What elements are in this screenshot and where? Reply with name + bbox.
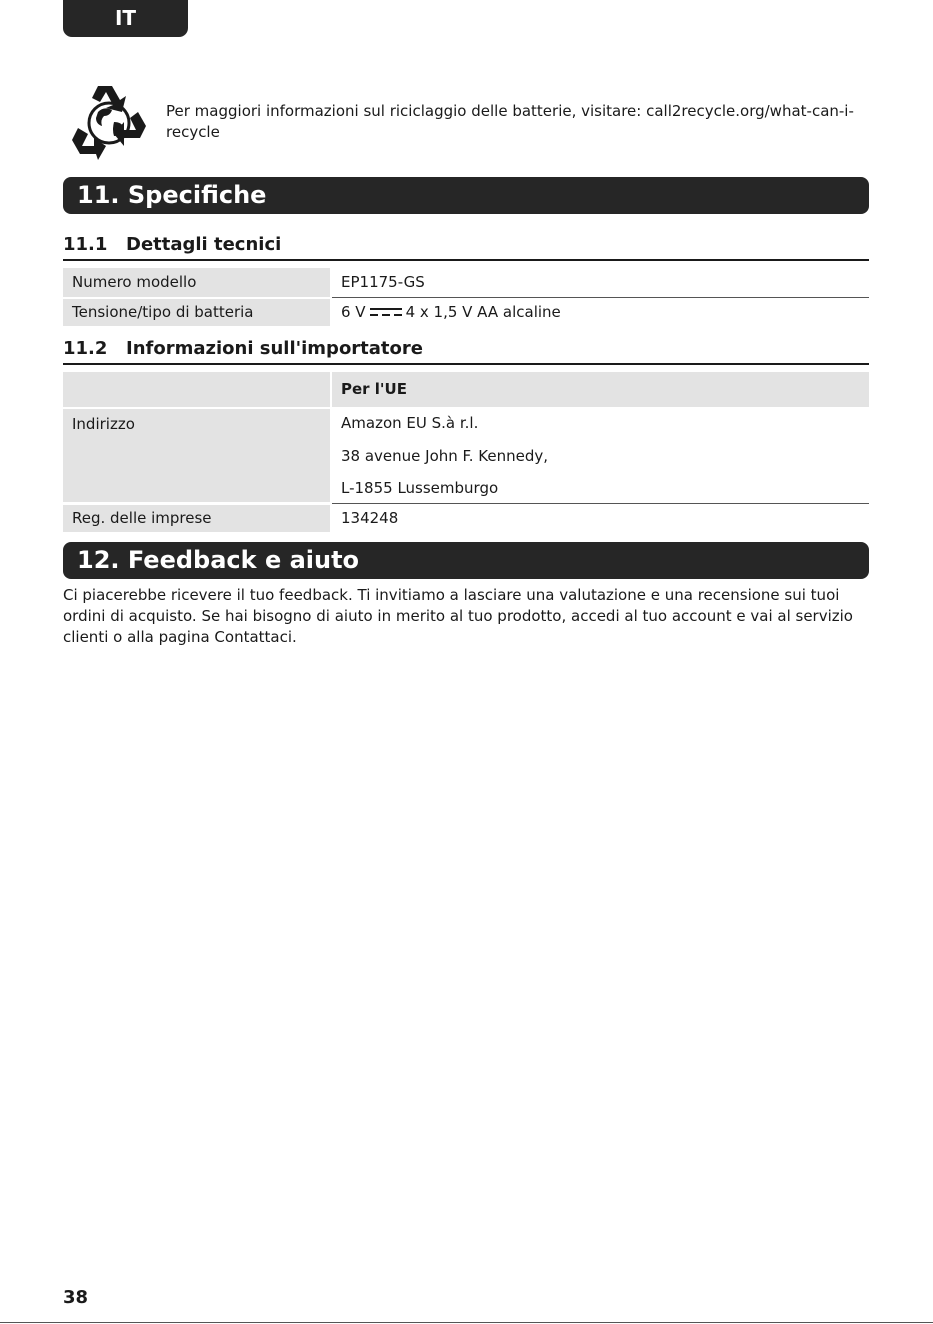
subsection-title: Informazioni sull'importatore [126, 338, 423, 359]
page-number: 38 [63, 1287, 89, 1308]
recycle-note: Per maggiori informazioni sul riciclaggio delle batterie, visitare: call2recycle.org/what-can-i-recycle [166, 102, 854, 141]
language-tab: IT [63, 0, 188, 37]
importer-header-empty [63, 372, 330, 407]
section-11-title: 11. Specifiche [63, 177, 869, 214]
section-12-title: 12. Feedback e aiuto [63, 542, 869, 579]
importer-address-line-1: Amazon EU S.à r.l. [341, 414, 479, 432]
tech-row-value-model: EP1175-GS [341, 273, 425, 291]
tech-row-label-voltage: Tensione/tipo di batteria [63, 299, 330, 326]
importer-address-label: Indirizzo [63, 409, 330, 502]
importer-reg-value: 134248 [341, 509, 399, 527]
importer-header-eu: Per l'UE [332, 372, 869, 407]
subsection-number: 11.2 [63, 338, 108, 359]
voltage-suffix: 4 x 1,5 V AA alcaline [405, 303, 561, 321]
tech-row-label-model: Numero modello [63, 268, 330, 297]
table-rule [332, 503, 869, 504]
page-bottom-rule [0, 1322, 933, 1323]
subsection-number: 11.1 [63, 234, 108, 255]
tech-row-value-voltage [332, 299, 869, 326]
importer-address-line-3: L-1855 Lussemburgo [341, 479, 499, 497]
recycle-globe-icon [68, 82, 150, 162]
voltage-prefix: 6 V [341, 303, 366, 321]
importer-address-line-2: 38 avenue John F. Kennedy, [341, 447, 549, 465]
subsection-11-2-heading [63, 337, 869, 365]
importer-reg-label: Reg. delle imprese [63, 505, 330, 532]
feedback-body: Ci piacerebbe ricevere il tuo feedback. Ti invitiamo a lasciare una valutazione e una recensione sui tuoi ordini di acquisto. Se hai bisogno di aiuto in merito al tuo prodotto, accedi al tuo account e vai al servizio clienti o alla pagina Contattaci. [63, 586, 853, 646]
dc-symbol-icon [370, 307, 402, 317]
subsection-title: Dettagli tecnici [126, 234, 282, 255]
table-rule [332, 297, 869, 298]
subsection-11-1-heading [63, 233, 869, 261]
